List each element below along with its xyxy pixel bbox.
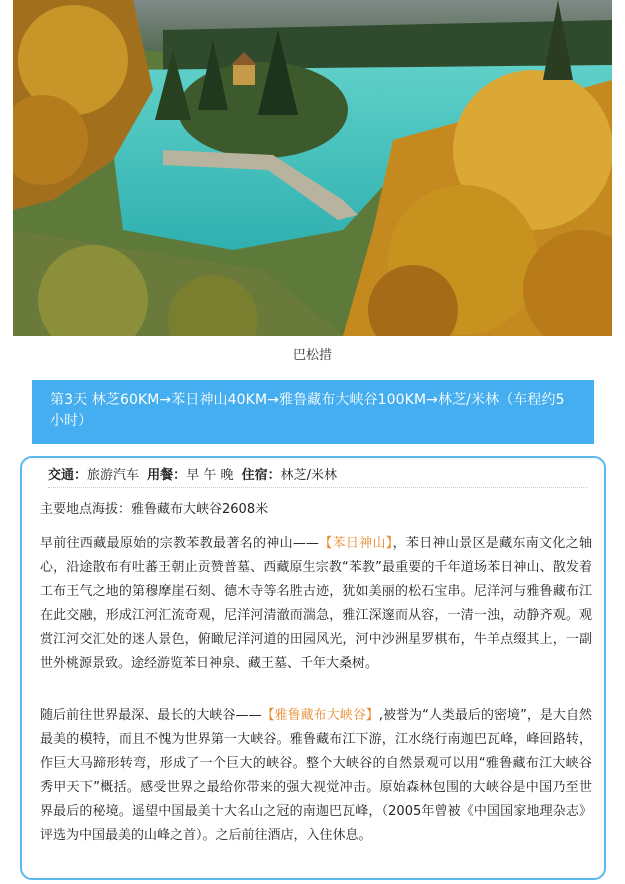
photo-caption: 巴松措 bbox=[292, 348, 332, 363]
grand-canyon-highlight: 【雅鲁藏布大峡谷】 bbox=[261, 708, 379, 723]
meals-value: 早 午 晚 bbox=[186, 468, 234, 483]
para1-body: ，苯日神山景区是藏东南文化之轴心，沿途散布有吐蕃王朝止贡赞普墓、西藏原生宗教“苯教”最重要的千年道场苯日神山、散发着工布王气之地的第穆摩崖石刻、德木寺等名胜古迹，犹如美丽的松石宝串。尼洋河与雅鲁藏布江在此交融，形成江河汇流奇观，尼洋河清澈而湍急，雅江深邃而从容，一清一浊，动静齐观。观赏江河交汇处的迷人景色，俯瞰尼洋河道的田园风光，河中沙洲星罗棋布，牛羊点缀其上，一副世外桃源景致。途经游览苯日神泉、藏王墓、千年大桑树。 bbox=[40, 536, 592, 671]
transport-value: 旅游汽车 bbox=[87, 468, 140, 483]
day-itinerary-header: 第3天 林芝60KM→苯日神山40KM→雅鲁藏布大峡谷100KM→林芝/米林（车程约5小时） bbox=[32, 380, 594, 444]
lodging-value: 林芝/米林 bbox=[280, 468, 337, 483]
lodging-label: 住宿： bbox=[241, 468, 281, 483]
grand-canyon-paragraph bbox=[40, 704, 592, 848]
altitude-info: 主要地点海拔：雅鲁藏布大峡谷2608米 bbox=[40, 502, 269, 517]
para2-intro: 随后前往世界最深、最长的大峡谷—— bbox=[40, 708, 262, 723]
lake-photo bbox=[13, 0, 612, 336]
itinerary-details-box bbox=[20, 456, 606, 880]
benri-mountain-paragraph bbox=[40, 532, 592, 676]
benri-mountain-highlight: 【苯日神山】 bbox=[318, 536, 393, 551]
para2-body: ,被誉为“人类最后的密境”，是大自然最美的模特，而且不愧为世界第一大峡谷。雅鲁藏布江下游，江水绕行南迦巴瓦峰，峰回路转，作巨大马蹄形转弯，形成了一个巨大的峡谷。整个大峡谷的自然景观可以用“雅鲁藏布江大峡谷秀甲天下”概括。感受世界之最给你带来的强大视觉冲击。原始森林包围的大峡谷是中国乃至世界最后的秘境。遥望中国最美十大名山之冠的南迦巴瓦峰，（2005年曾被《中国国家地理杂志》评选为中国最美的山峰之首）。之后前往酒店，入住休息。 bbox=[40, 708, 592, 843]
para1-intro: 早前往西藏最原始的宗教苯教最著名的神山—— bbox=[40, 536, 319, 551]
meals-label: 用餐： bbox=[147, 468, 187, 483]
trip-meta-line bbox=[48, 466, 588, 488]
transport-label: 交通： bbox=[48, 468, 88, 483]
basongcuo-lake-image bbox=[13, 0, 612, 336]
